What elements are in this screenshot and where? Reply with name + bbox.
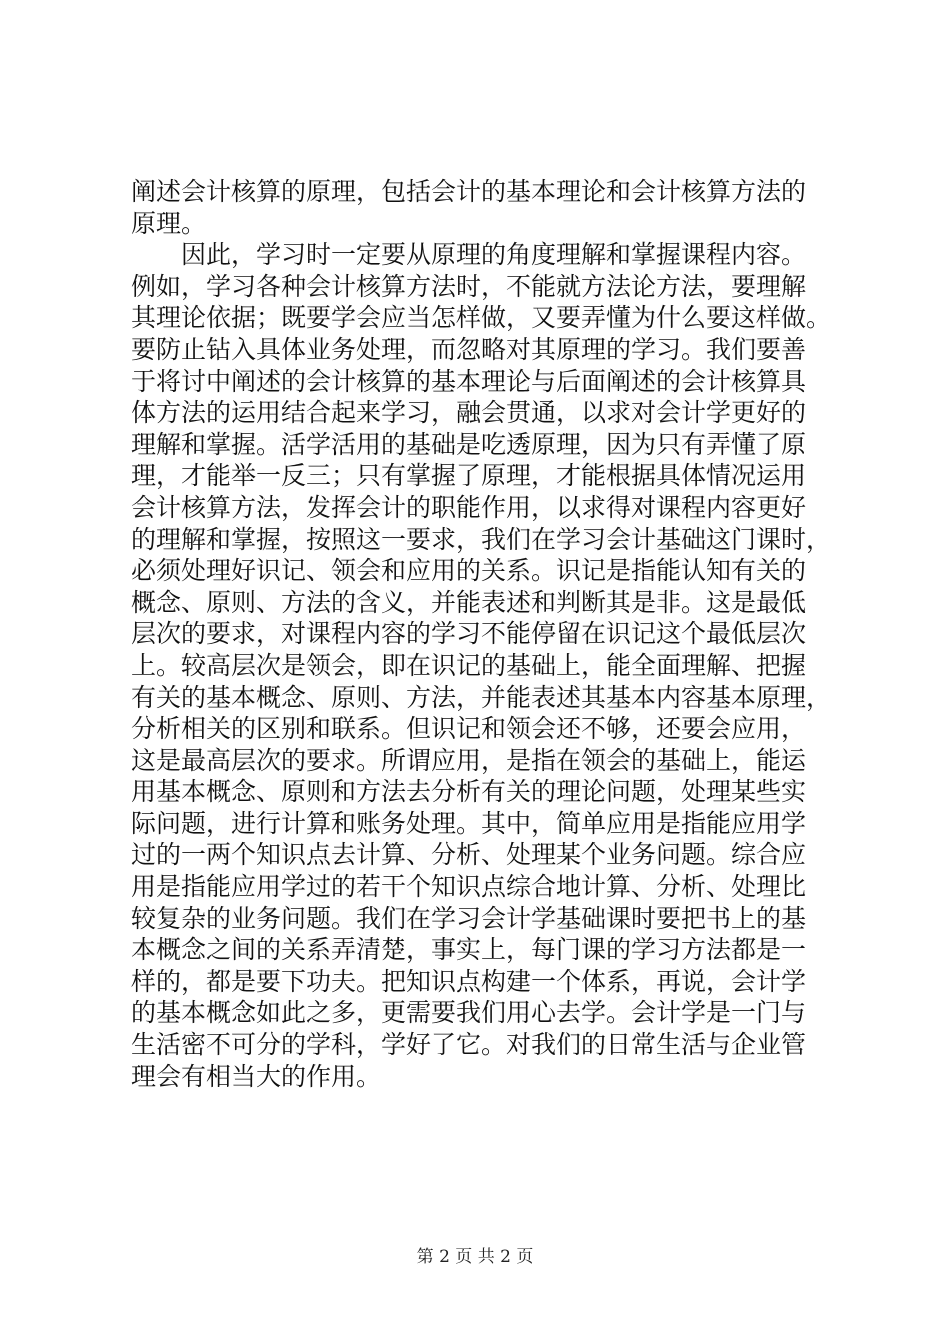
text-line: 理会有相当大的作用。 — [131, 1061, 382, 1091]
text-line: 生活密不可分的学科，学好了它。对我们的日常生活与企业管 — [131, 1030, 807, 1060]
text-line: 这是最高层次的要求。所谓应用，是指在领会的基础上，能运 — [131, 745, 807, 775]
text-line: 样的，都是要下功夫。把知识点构建一个体系，再说，会计学 — [131, 966, 807, 996]
document-body — [131, 176, 851, 1092]
text-line: 理解和掌握。活学活用的基础是吃透原理，因为只有弄懂了原 — [131, 429, 807, 459]
text-line: 较复杂的业务问题。我们在学习会计学基础课时要把书上的基 — [131, 903, 807, 933]
page-footer — [0, 1242, 950, 1267]
text-line: 必须处理好识记、领会和应用的关系。识记是指能认知有关的 — [131, 556, 807, 586]
text-line: 过的一两个知识点去计算、分析、处理某个业务问题。综合应 — [131, 840, 807, 870]
text-line: 用是指能应用学过的若干个知识点综合地计算、分析、处理比 — [131, 872, 807, 902]
text-line: 于将讨中阐述的会计核算的基本理论与后面阐述的会计核算具 — [131, 366, 807, 396]
text-line: 阐述会计核算的原理，包括会计的基本理论和会计核算方法的 — [131, 177, 807, 206]
text-line: 原理。 — [131, 208, 207, 238]
text-line: 际问题，进行计算和账务处理。其中，简单应用是指能应用学 — [131, 808, 807, 838]
page-number: 第 2 页 共 2 页 — [416, 1247, 534, 1267]
text-line: 要防止钻入具体业务处理，而忽略对其原理的学习。我们要善 — [131, 334, 807, 364]
text-line: 分析相关的区别和联系。但识记和领会还不够，还要会应用， — [131, 714, 807, 744]
text-line: 上。较高层次是领会，即在识记的基础上，能全面理解、把握 — [131, 650, 807, 680]
text-line: 的理解和掌握，按照这一要求，我们在学习会计基础这门课时， — [131, 524, 832, 554]
text-line: 会计核算方法，发挥会计的职能作用，以求得对课程内容更好 — [131, 492, 807, 522]
text-line: 体方法的运用结合起来学习，融会贯通，以求对会计学更好的 — [131, 398, 807, 428]
text-line: 的基本概念如此之多，更需要我们用心去学。会计学是一门与 — [131, 998, 807, 1028]
text-line: 本概念之间的关系弄清楚，事实上，每门课的学习方法都是一 — [131, 935, 807, 965]
text-line: 层次的要求，对课程内容的学习不能停留在识记这个最低层次 — [131, 619, 807, 649]
text-line: 例如，学习各种会计核算方法时，不能就方法论方法，要理解 — [131, 271, 807, 301]
text-line: 其理论依据；既要学会应当怎样做，又要弄懂为什么要这样做。 — [131, 303, 832, 333]
text-line: 因此，学习时一定要从原理的角度理解和掌握课程内容。 — [131, 240, 807, 270]
text-line: 用基本概念、原则和方法去分析有关的理论问题，处理某些实 — [131, 777, 807, 807]
text-line: 有关的基本概念、原则、方法，并能表述其基本内容基本原理， — [131, 682, 832, 712]
text-line: 概念、原则、方法的含义，并能表述和判断其是非。这是最低 — [131, 587, 807, 617]
text-line: 理，才能举一反三；只有掌握了原理，才能根据具体情况运用 — [131, 461, 807, 491]
